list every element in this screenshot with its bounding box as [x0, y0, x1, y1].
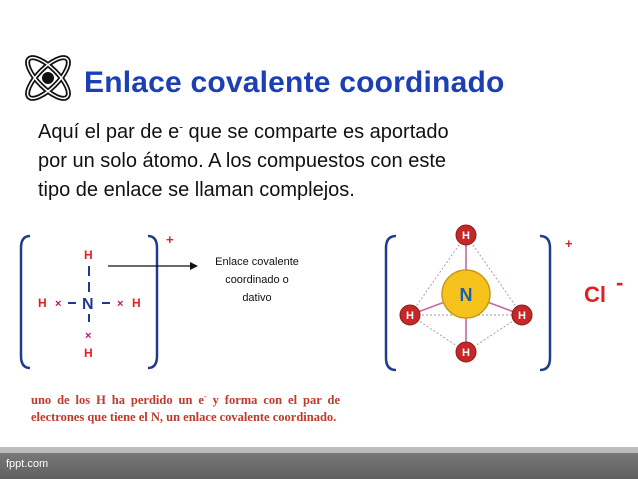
left-charge: +	[166, 232, 174, 247]
right-atom-left: H	[406, 310, 414, 322]
left-atom-center: N	[82, 296, 94, 313]
counter-ion: Cl	[584, 282, 606, 307]
slide-body-text	[38, 118, 598, 205]
right-bracket-open	[386, 236, 396, 370]
right-bracket-close	[540, 236, 550, 370]
arrow-label-line-1: Enlace covalente	[215, 256, 299, 268]
svg-text:×: ×	[85, 330, 92, 342]
footer-band-highlight	[0, 447, 638, 453]
ammonium-3d-diagram	[380, 222, 630, 382]
footer-brand: fppt.com	[6, 458, 49, 470]
svg-text:×: ×	[117, 298, 124, 310]
svg-text:×: ×	[55, 298, 62, 310]
left-atom-bottom: H	[84, 346, 93, 360]
lewis-structure-diagram	[18, 228, 348, 378]
right-atom-right: H	[518, 310, 526, 322]
counter-ion-charge: -	[616, 270, 624, 295]
right-charge: +	[565, 236, 573, 251]
body-line-1: Aquí el par de e- que se comparte es aportado	[38, 121, 449, 143]
arrow-head	[190, 262, 198, 270]
right-atom-top: H	[462, 230, 470, 242]
right-atom-bottom: H	[462, 347, 470, 359]
left-atom-right: H	[132, 296, 141, 310]
arrow-label-line-2: coordinado o	[225, 274, 289, 286]
diagram-caption: uno de los H ha perdido un e- y forma con el par de electrones que tiene el N, un enlace covalente coordinado.	[31, 391, 340, 424]
left-bracket-open	[21, 236, 30, 368]
right-atom-center: N	[459, 285, 473, 305]
atom-icon	[16, 46, 80, 110]
arrow-label-line-3: dativo	[242, 292, 272, 304]
slide-title: Enlace covalente coordinado	[84, 66, 505, 99]
left-atom-top: H	[84, 248, 93, 262]
body-line-3: tipo de enlace se llaman complejos.	[38, 179, 355, 201]
left-atom-left: H	[38, 296, 47, 310]
left-bracket-close	[148, 236, 157, 368]
body-line-2: por un solo átomo. A los compuestos con este	[38, 150, 447, 172]
